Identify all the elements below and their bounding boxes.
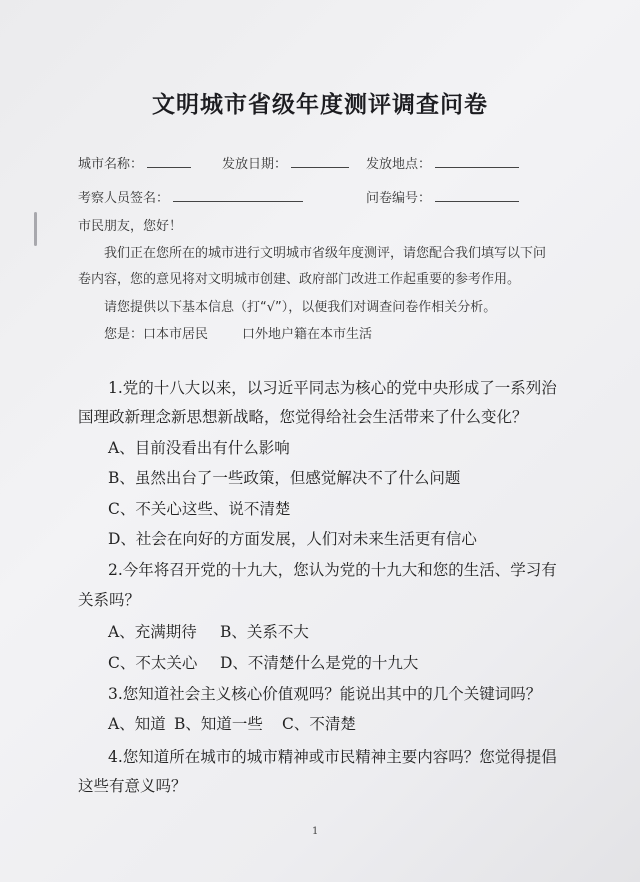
identity-row (104, 323, 372, 342)
question-1-option-c[interactable]: C、不关心这些、说不清楚 (108, 500, 291, 518)
intro-line-2: 卷内容，您的意见将对文明城市创建、政府部门改进工作起重要的参考作用。 (78, 272, 521, 287)
question-1-option-d[interactable]: D、社会在向好的方面发展，人们对未来生活更有信心 (108, 530, 477, 548)
question-2-option-a[interactable]: A、充满期待 (108, 623, 197, 641)
question-2-option-c[interactable]: C、不太关心 (108, 654, 198, 672)
page-number: 1 (312, 826, 319, 837)
identity-option-outside[interactable]: 口外地户籍在本市生活 (242, 327, 373, 342)
identity-option-local[interactable]: 口本市居民 (143, 327, 209, 342)
questionnaire-number-blank[interactable] (435, 189, 519, 202)
question-2-line-1: 2.今年将召开党的十九大，您认为党的十九大和您的生活、学习有 (108, 561, 557, 579)
question-2-line-2: 关系吗？ (78, 591, 141, 609)
question-2-option-b[interactable]: B、关系不大 (220, 623, 309, 641)
identity-label: 您是： (104, 327, 144, 342)
question-3-line-1: 3.您知道社会主义核心价值观吗？能说出其中的几个关键词吗？ (108, 685, 542, 703)
inspector-signature-blank[interactable] (173, 189, 303, 202)
issue-place-field (366, 153, 519, 172)
city-name-field (78, 153, 191, 172)
page-title: 文明城市省级年度测评调查问卷 (152, 91, 488, 118)
question-4-line-2: 这些有意义吗？ (78, 777, 187, 795)
inspector-signature-field (78, 187, 303, 206)
questionnaire-number-field (366, 187, 519, 206)
intro-line-1: 我们正在您所在的城市进行文明城市省级年度测评，请您配合我们填写以下问 (104, 246, 547, 261)
question-2-option-d[interactable]: D、不清楚什么是党的十九大 (220, 654, 419, 672)
question-1-line-1: 1.党的十八大以来，以习近平同志为核心的党中央形成了一系列治 (108, 379, 557, 397)
issue-place-label: 发放地点： (366, 157, 432, 172)
binding-hole-mark (34, 212, 37, 246)
question-1-option-b[interactable]: B、虽然出台了一些政策，但感觉解决不了什么问题 (108, 469, 461, 487)
question-3-option-a[interactable]: A、知道 (108, 715, 166, 733)
issue-place-blank[interactable] (435, 155, 519, 168)
greeting: 市民朋友，您好！ (78, 219, 183, 234)
question-1-line-2: 国理政新理念新思想新战略，您觉得给社会生活带来了什么变化？ (78, 408, 528, 426)
question-3-option-c[interactable]: C、不清楚 (282, 715, 356, 733)
questionnaire-number-label: 问卷编号： (366, 191, 432, 206)
question-1-option-a[interactable]: A、目前没看出有什么影响 (108, 439, 290, 457)
inspector-signature-label: 考察人员签名： (78, 191, 170, 206)
question-4-line-1: 4.您知道所在城市的城市精神或市民精神主要内容吗？您觉得提倡 (108, 748, 557, 766)
issue-date-blank[interactable] (291, 155, 349, 168)
city-name-blank[interactable] (147, 155, 191, 168)
issue-date-field (222, 153, 349, 172)
issue-date-label: 发放日期： (222, 157, 288, 172)
intro-line-3: 请您提供以下基本信息（打“√”），以便我们对调查问卷作相关分析。 (104, 300, 497, 315)
question-3-option-b[interactable]: B、知道一些 (174, 715, 263, 733)
city-name-label: 城市名称： (78, 157, 144, 172)
